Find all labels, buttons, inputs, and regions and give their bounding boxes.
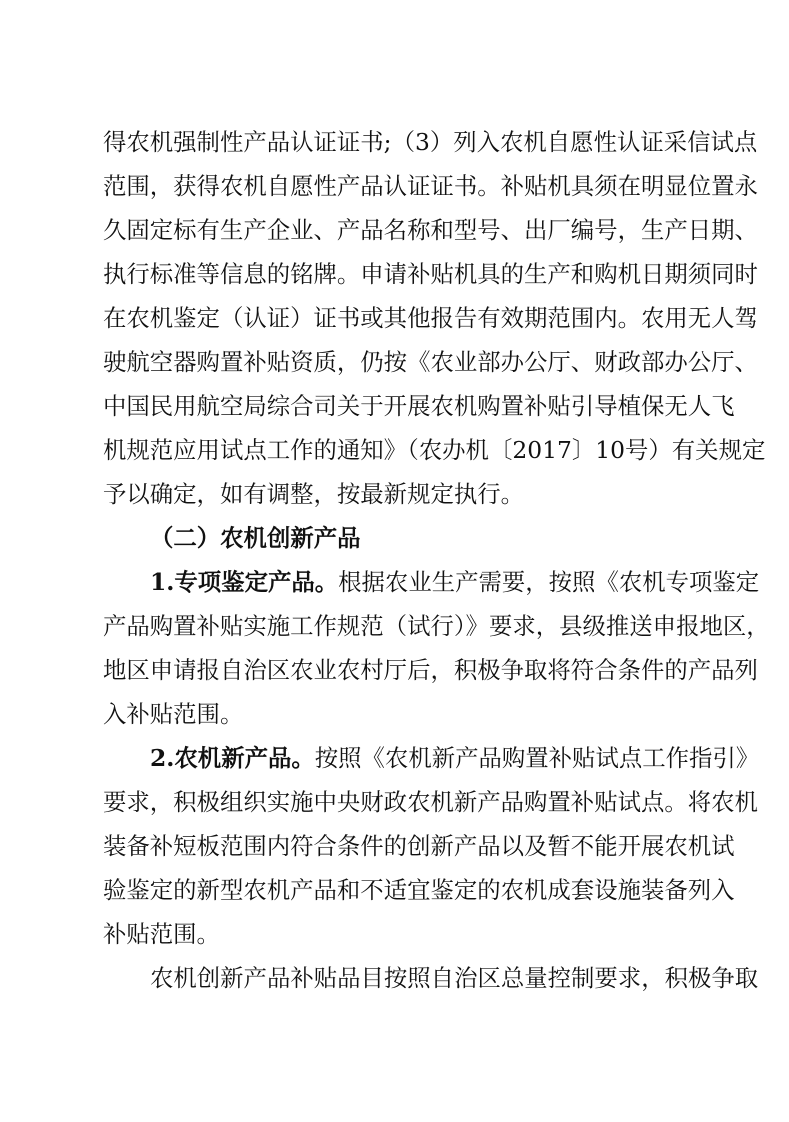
item-heading: 2.农机新产品。 [150,744,315,772]
text-line [150,744,760,772]
text-line: 产品购置补贴实施工作规范（试行）》要求，县级推送申报地区， [103,612,770,640]
item-text: 根据农业生产需要，按照《农机专项鉴定 [338,568,760,596]
text-line: 验鉴定的新型农机产品和不适宜鉴定的农机成套设施装备列入 [103,876,735,904]
section-heading: （二）农机创新产品 [150,524,361,552]
text-line: 在农机鉴定（认证）证书或其他报告有效期范围内。农用无人驾 [103,304,758,332]
text-line: 补贴范围。 [103,920,220,948]
text-line: 地区申请报自治区农业农村厅后，积极争取将符合条件的产品列 [103,656,758,684]
text-line: 机规范应用试点工作的通知》（农办机〔2017〕10号）有关规定 [103,436,766,464]
text-line: 得农机强制性产品认证证书;（3）列入农机自愿性认证采信试点 [103,128,758,156]
text-line: 入补贴范围。 [103,700,244,728]
text-line: 久固定标有生产企业、产品名称和型号、出厂编号，生产日期、 [103,216,758,244]
text-line: 驶航空器购置补贴资质，仍按《农业部办公厅、财政部办公厅、 [103,348,758,376]
text-line: 予以确定，如有调整，按最新规定执行。 [103,480,525,508]
item-text: 按照《农机新产品购置补贴试点工作指引》 [314,744,760,772]
text-line [150,568,760,596]
text-line: 执行标准等信息的铭牌。申请补贴机具的生产和购机日期须同时 [103,260,758,288]
item-heading: 1.专项鉴定产品。 [150,568,339,596]
text-line: 中国民用航空局综合司关于开展农机购置补贴引导植保无人飞 [103,392,735,420]
text-line: 农机创新产品补贴品目按照自治区总量控制要求，积极争取 [150,964,759,992]
text-line: 要求，积极组织实施中央财政农机新产品购置补贴试点。将农机 [103,788,758,816]
text-line: 装备补短板范围内符合条件的创新产品以及暂不能开展农机试 [103,832,735,860]
text-line: 范围，获得农机自愿性产品认证证书。补贴机具须在明显位置永 [103,172,758,200]
